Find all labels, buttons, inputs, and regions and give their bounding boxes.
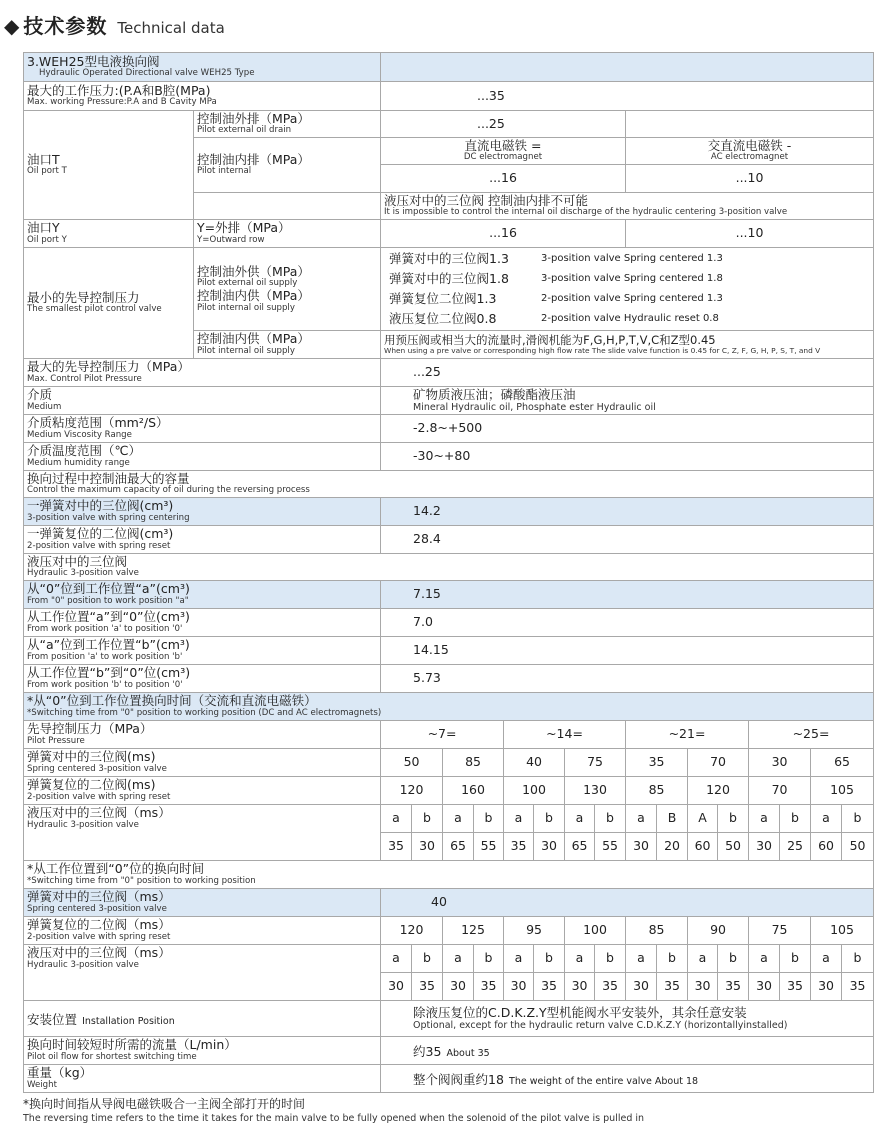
section-title: 3.WEH25型电液换向阀 bbox=[27, 53, 160, 69]
table-row: 弹簧复位的二位阀（ms） 2-position valve with spring reset 120 125 95 100 85 90 75 105 bbox=[24, 917, 874, 945]
table-row: 液压对中的三位阀 Hydraulic 3-position valve bbox=[24, 554, 874, 581]
max-pressure-value: ...35 bbox=[381, 82, 874, 111]
footnote: *换向时间指从导阀电磁铁吸合一主阀全部打开的时间 The reversing time refers to the time it takes for the main valve to be fully opened when the solenoid of the pilot valve is pulled in bbox=[23, 1097, 645, 1124]
table-row: 安装位置 Installation Position 除液压复位的C.D.K.Z.Y型机能阀水平安装外，其余任意安装 Optional, except for the hydraulic return valve C.D.K.Z.Y (horizontallyinstalled) bbox=[24, 1001, 874, 1037]
table-row: 最大的工作压力:(P.A和B腔(MPa) Max. working Pressure:P.A and B Cavity MPa ...35 bbox=[24, 82, 874, 111]
diamond-icon: ◆ bbox=[4, 14, 20, 38]
table-row: 弹簧复位的二位阀(ms) 2-position valve with spring reset 120 160 100 130 85 120 70 105 bbox=[24, 777, 874, 805]
table-row: *从“0”位到工作位置换向时间（交流和直流电磁铁） *Switching time from "0" position to working position (DC and AC electromagnets) bbox=[24, 693, 874, 721]
technical-data-table bbox=[23, 52, 874, 1093]
page-title-en: Technical data bbox=[117, 19, 225, 37]
list-item: 弹簧复位二位阀1.3 2-position valve Spring centered 1.3 bbox=[389, 290, 723, 306]
table-row: 一弹簧复位的二位阀(cm³) 2-position valve with spring reset 28.4 bbox=[24, 526, 874, 554]
table-row: 液压对中的三位阀 控制油内排不可能 It is impossible to control the internal oil discharge of the hydraulic centering 3-position valve bbox=[24, 193, 874, 220]
table-row: 弹簧对中的三位阀(ms) Spring centered 3-position valve 50 85 40 75 35 70 30 65 bbox=[24, 749, 874, 777]
table-row: 从工作位置“b”到“0”位(cm³) From work position 'b' to position '0' 5.73 bbox=[24, 665, 874, 693]
table-row: 控制油内供（MPa） Pilot internal oil supply 用预压阀或相当大的流量时,滑阀机能为F,G,H,P,T,V,C和Z型0.45 When using a pre valve or corresponding high flow rate The slide valve function is 0.45 for C, Z, F, G, H, P, S, T, and V bbox=[24, 331, 874, 359]
table-row: 介质 Medium 矿物质液压油；磷酸酯液压油 Mineral Hydraulic oil, Phosphate ester Hydraulic oil bbox=[24, 387, 874, 415]
table-row: 换向过程中控制油最大的容量 Control the maximum capacity of oil during the reversing process bbox=[24, 471, 874, 498]
table-row: 油口Y Oil port Y Y=外排（MPa） Y=Outward row ...16 ...10 bbox=[24, 220, 874, 248]
section-row bbox=[24, 53, 874, 82]
table-row: 油口T Oil port T 控制油外排（MPa） Pilot external oil drain ...25 bbox=[24, 111, 874, 138]
table-row: 一弹簧对中的三位阀(cm³) 3-position valve with spring centering 14.2 bbox=[24, 498, 874, 526]
table-row: *从工作位置到“0”位的换向时间 *Switching time from "0" position to working position bbox=[24, 861, 874, 889]
table-row: 从“0”位到工作位置“a”(cm³) From "0" position to work position "a" 7.15 bbox=[24, 581, 874, 609]
table-row: 最小的先导控制压力 The smallest pilot control valve 控制油外供（MPa） Pilot external oil supply 控制油内供（MPa） Pilot internal oil supply 弹簧对中的三位阀1.3 3-position valve Spring centered 1.3 弹簧对中的三位阀1.8 3-position valve Spring centered 1.8 弹簧复位二位阀1.3 2-position valve Spring centered 1.3 液压复位二位阀0.8 2-position valve Hydraulic reset 0.8 bbox=[24, 248, 874, 331]
page-title: 技术参数 bbox=[23, 14, 108, 38]
table-row: 介质温度范围（℃） Medium humidity range -30~+80 bbox=[24, 443, 874, 471]
table-row: 介质粘度范围（mm²/S） Medium Viscosity Range -2.8~+500 bbox=[24, 415, 874, 443]
table-row: 最大的先导控制压力（MPa） Max. Control Pilot Pressure ...25 bbox=[24, 359, 874, 387]
table-row: 从工作位置“a”到“0”位(cm³) From work position 'a' to position '0' 7.0 bbox=[24, 609, 874, 637]
list-item: 弹簧对中的三位阀1.3 3-position valve Spring centered 1.3 bbox=[389, 250, 723, 266]
table-row: 弹簧对中的三位阀（ms） Spring centered 3-position valve 40 bbox=[24, 889, 874, 917]
table-row: 换向时间较短时所需的流量（L/min） Pilot oil flow for shortest switching time 约35 About 35 bbox=[24, 1037, 874, 1065]
page-header bbox=[4, 10, 225, 36]
table-row: 30 35 30 35 30 35 30 35 30 35 30 35 30 35 30 35 bbox=[24, 973, 874, 1001]
table-row: 35 30 65 55 35 30 65 55 30 20 60 50 30 25 60 50 bbox=[24, 833, 874, 861]
table-row: ...16 ...10 bbox=[24, 165, 874, 193]
table-row: 从“a”位到工作位置“b”(cm³) From position 'a' to work position 'b' 14.15 bbox=[24, 637, 874, 665]
section-subtitle: Hydraulic Operated Directional valve WEH25 Type bbox=[39, 68, 255, 79]
table-row: 先导控制压力（MPa） Pilot Pressure ~7= ~14= ~21= ~25= bbox=[24, 721, 874, 749]
table-row: 控制油内排（MPa） Pilot internal 直流电磁铁 = DC electromagnet 交直流电磁铁 - AC electromagnet bbox=[24, 138, 874, 165]
list-item: 弹簧对中的三位阀1.8 3-position valve Spring centered 1.8 bbox=[389, 270, 723, 286]
table-row: 液压对中的三位阀（ms） Hydraulic 3-position valve a b a b a b a b a b a b a b a b bbox=[24, 945, 874, 973]
table-row: 液压对中的三位阀（ms） Hydraulic 3-position valve a b a b a b a b a B A b a b a b bbox=[24, 805, 874, 833]
table-row: 重量（kg） Weight 整个阀阀重约18 The weight of the entire valve About 18 bbox=[24, 1065, 874, 1093]
list-item: 液压复位二位阀0.8 2-position valve Hydraulic reset 0.8 bbox=[389, 310, 719, 326]
